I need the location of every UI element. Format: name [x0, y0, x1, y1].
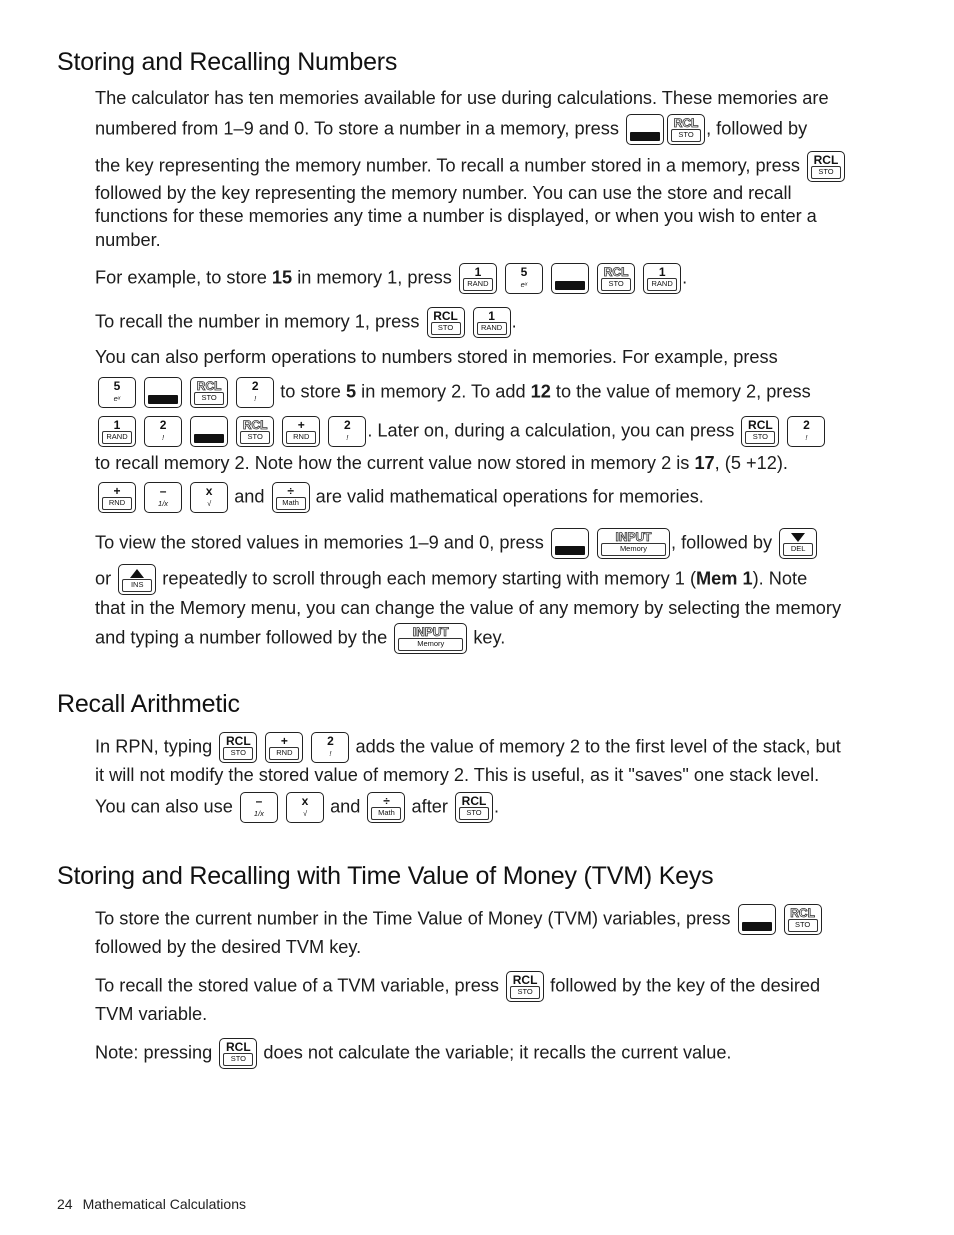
key-5: 5 eˣ — [98, 377, 136, 408]
key-input-memory: INPUT Memory — [597, 528, 670, 559]
key-1: 1 RAND — [473, 307, 511, 338]
paragraph-line: To recall the stored value of a TVM variable, press RCL STO followed by the key of the desired — [95, 971, 820, 1002]
paragraph-line: To recall the number in memory 1, press RCL STO 1 RAND . — [95, 307, 517, 338]
key-times: x √ — [190, 482, 228, 513]
key-divide: ÷ Math — [272, 482, 310, 513]
key-minus: – 1/x — [144, 482, 182, 513]
key-2: 2 ! — [328, 416, 366, 447]
key-plus: + RND — [265, 732, 303, 763]
section-heading-tvm-keys: Storing and Recalling with Time Value of Money (TVM) Keys — [57, 862, 714, 890]
paragraph-line: 1 RAND 2 ! RCL STO + RND 2 ! . Later on, during a calculation, you can press RCL STO 2 ! — [96, 416, 826, 447]
section-heading-storing-recalling: Storing and Recalling Numbers — [57, 48, 398, 76]
paragraph-line: numbered from 1–9 and 0. To store a number in a memory, press RCL STO , followed by — [95, 114, 807, 145]
key-plus: + RND — [282, 416, 320, 447]
paragraph-line: Note: pressing RCL STO does not calculate the variable; it recalls the current value. — [95, 1038, 732, 1069]
key-2: 2 ! — [311, 732, 349, 763]
key-1: 1 RAND — [98, 416, 136, 447]
key-minus: – 1/x — [240, 792, 278, 823]
paragraph-line: functions for these memories any time a number is displayed, or when you wish to enter a — [95, 206, 817, 226]
section-heading-recall-arithmetic: Recall Arithmetic — [57, 690, 240, 718]
key-rcl: RCL STO — [219, 1038, 257, 1069]
key-rcl: RCL STO — [427, 307, 465, 338]
key-shift — [551, 528, 589, 559]
footer-section-title: Mathematical Calculations — [82, 1196, 246, 1212]
paragraph-line: number. — [95, 230, 161, 250]
page-number: 24 — [57, 1196, 73, 1212]
key-shift — [144, 377, 182, 408]
paragraph-line: the key representing the memory number. To recall a number stored in a memory, press RCL STO — [95, 151, 846, 182]
paragraph-line: that in the Memory menu, you can change the value of any memory by selecting the memory — [95, 598, 842, 618]
paragraph-line: To view the stored values in memories 1–9 and 0, press INPUT Memory , followed by DEL — [95, 528, 818, 559]
paragraph-line: to recall memory 2. Note how the current value now stored in memory 2 is 17, (5 +12). — [95, 453, 788, 473]
key-2: 2 ! — [787, 416, 825, 447]
key-5: 5 eˣ — [505, 263, 543, 294]
key-rcl-sto: RCL STO — [190, 377, 228, 408]
key-shift — [551, 263, 589, 294]
key-1: 1 RAND — [643, 263, 681, 294]
down-arrow-icon — [791, 533, 805, 542]
key-rcl-sto: RCL STO — [667, 114, 705, 145]
paragraph-line: For example, to store 15 in memory 1, press 1 RAND 5 eˣ RCL STO 1 RAND . — [95, 263, 687, 294]
key-plus: + RND — [98, 482, 136, 513]
key-shift — [626, 114, 664, 145]
key-2: 2 ! — [144, 416, 182, 447]
key-up-arrow: INS — [118, 564, 156, 595]
paragraph-line: TVM variable. — [95, 1004, 208, 1024]
key-divide: ÷ Math — [367, 792, 405, 823]
key-rcl: RCL STO — [506, 971, 544, 1002]
paragraph-line: You can also use – 1/x x √ and ÷ Math after RCL STO . — [95, 792, 499, 823]
key-rcl: RCL STO — [741, 416, 779, 447]
up-arrow-icon — [130, 569, 144, 578]
key-rcl-sto: RCL STO — [236, 416, 274, 447]
paragraph-line: To store the current number in the Time Value of Money (TVM) variables, press RCL STO — [95, 904, 823, 935]
page-footer — [57, 1196, 246, 1212]
paragraph-line: The calculator has ten memories available for use during calculations. These memories are — [95, 88, 829, 108]
paragraph-line: followed by the key representing the memory number. You can use the store and recall — [95, 183, 792, 203]
key-rcl-sto: RCL STO — [784, 904, 822, 935]
key-shift — [738, 904, 776, 935]
paragraph-line: it will not modify the stored value of memory 2. This is useful, as it "saves" one stack level. — [95, 765, 820, 785]
paragraph-line: In RPN, typing RCL STO + RND 2 ! adds the value of memory 2 to the first level of the stack, but — [95, 732, 841, 763]
paragraph-line: You can also perform operations to numbers stored in memories. For example, press — [95, 347, 778, 367]
paragraph-line: or INS repeatedly to scroll through each memory starting with memory 1 (Mem 1). Note — [95, 564, 807, 595]
key-2: 2 ! — [236, 377, 274, 408]
key-down-arrow: DEL — [779, 528, 817, 559]
paragraph-line: followed by the desired TVM key. — [95, 937, 362, 957]
paragraph-line: 5 eˣ RCL STO 2 ! to store 5 in memory 2. To add 12 to the value of memory 2, press — [96, 377, 811, 408]
key-shift — [190, 416, 228, 447]
key-1: 1 RAND — [459, 263, 497, 294]
key-rcl: RCL STO — [807, 151, 845, 182]
key-rcl-sto: RCL STO — [597, 263, 635, 294]
paragraph-line: + RND – 1/x x √ and ÷ Math are valid mathematical operations for memories. — [96, 482, 704, 513]
key-rcl: RCL STO — [219, 732, 257, 763]
key-rcl: RCL STO — [455, 792, 493, 823]
paragraph-line: and typing a number followed by the INPUT Memory key. — [95, 623, 505, 654]
key-input-memory: INPUT Memory — [394, 623, 467, 654]
key-times: x √ — [286, 792, 324, 823]
